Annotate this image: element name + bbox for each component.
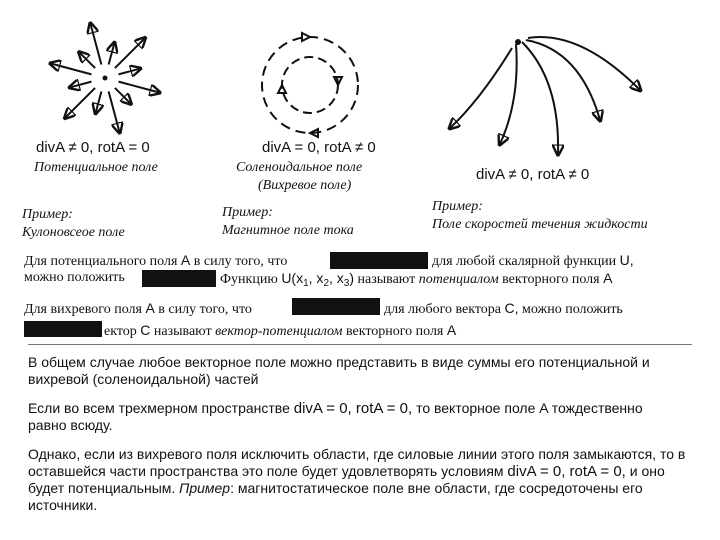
redacted-formula bbox=[292, 298, 380, 315]
potential-text-line-1b bbox=[432, 252, 634, 270]
text-fragment: можно положить bbox=[522, 302, 623, 317]
radial-arrow bbox=[119, 69, 140, 75]
zero-field-formula: divA = 0, rotA = 0, bbox=[293, 400, 413, 417]
outer-loop bbox=[262, 37, 358, 133]
potential-example-label: Пример: bbox=[22, 207, 73, 222]
text-fragment: для любой скалярной функции bbox=[432, 254, 617, 269]
radial-arrow bbox=[115, 88, 131, 104]
vector-a: A bbox=[446, 322, 457, 338]
vector-a: A bbox=[603, 270, 613, 286]
vortex-field-figure bbox=[250, 30, 370, 140]
radial-arrow bbox=[70, 82, 91, 88]
text-fragment: Если во всем трехмерном пространстве bbox=[28, 400, 290, 416]
example-label: Пример bbox=[179, 480, 231, 496]
flow-example-label: Пример: bbox=[432, 199, 483, 214]
potential-example-text: Кулоновсеое поле bbox=[22, 225, 125, 240]
text-fragment: равно всюду. bbox=[28, 417, 113, 433]
radial-arrow bbox=[80, 53, 96, 69]
solenoidal-example-label: Пример: bbox=[222, 205, 273, 220]
text-fragment: в силу того, что bbox=[193, 254, 288, 269]
exclusion-formula: divA = 0, rotA = 0, bbox=[507, 463, 626, 480]
text-fragment: и оно будет потенциальным. bbox=[28, 463, 665, 496]
vector-a: A bbox=[539, 400, 548, 416]
text-fragment: Однако, если из вихревого поля исключить области, где силовые линии этого поля замыкаются, то в оставшейся части пространства это поле будет удовлетворять условиям bbox=[28, 446, 686, 479]
paragraph-general: В общем случае любое векторное поле можно представить в виде суммы его потенциальной и вихревой (соленоидальной) частей bbox=[28, 354, 650, 387]
vector-a: A bbox=[145, 300, 155, 316]
redacted-formula bbox=[142, 270, 216, 287]
text-fragment: векторного поля bbox=[502, 272, 600, 287]
solenoidal-formula: divA = 0, rotA ≠ 0 bbox=[262, 139, 376, 156]
vortex-text-line-2 bbox=[104, 322, 456, 340]
text-fragment: векторного поля bbox=[345, 324, 444, 339]
text-fragment: , x bbox=[329, 270, 344, 286]
text-fragment: , x bbox=[308, 270, 324, 286]
charge-point bbox=[103, 76, 108, 81]
text-fragment: называют bbox=[357, 272, 416, 287]
radial-arrow bbox=[65, 88, 95, 118]
radial-arrow bbox=[91, 24, 102, 65]
vortex-text-line-1 bbox=[24, 300, 252, 318]
potential-caption: Потенциальное поле bbox=[34, 160, 158, 175]
term-vector-potential: вектор-потенциалом bbox=[215, 324, 343, 339]
solenoidal-caption-2: (Вихревое поле) bbox=[258, 178, 352, 193]
potential-text-line-1 bbox=[24, 252, 287, 270]
potential-text-line-2a: можно положить bbox=[24, 270, 125, 285]
text-fragment: Для потенциального поля bbox=[24, 254, 178, 269]
solenoidal-example-text: Магнитное поле тока bbox=[222, 223, 354, 238]
flow-formula: divA ≠ 0, rotA ≠ 0 bbox=[476, 166, 590, 183]
radial-arrow bbox=[109, 92, 120, 133]
divider bbox=[28, 344, 692, 345]
radial-arrow bbox=[96, 92, 102, 113]
text-fragment: Функцию bbox=[220, 272, 278, 287]
function-u: U, bbox=[619, 252, 634, 268]
solenoidal-caption: Соленоидальное поле bbox=[236, 160, 363, 175]
radial-arrow bbox=[115, 38, 145, 68]
function-u-args: U(x bbox=[281, 270, 304, 286]
index-3: 3 bbox=[343, 278, 350, 289]
flow-line-1 bbox=[450, 48, 512, 128]
flow-line-2 bbox=[500, 44, 517, 144]
flow-line-3 bbox=[522, 42, 558, 154]
outer-loop-arrow bbox=[302, 33, 310, 41]
text-fragment: для любого вектора bbox=[384, 302, 502, 317]
potential-text-line-2b bbox=[220, 270, 612, 289]
text-fragment: ) bbox=[349, 270, 355, 286]
index-2: 2 bbox=[323, 278, 329, 289]
redacted-formula bbox=[330, 252, 428, 269]
paragraph-exclusion bbox=[28, 446, 692, 514]
text-fragment: тождественно bbox=[551, 400, 643, 416]
source-point bbox=[515, 39, 521, 45]
index-1: 1 bbox=[303, 278, 309, 289]
inner-loop-arrow-2 bbox=[278, 85, 286, 93]
inner-loop bbox=[282, 57, 338, 113]
text-fragment: называют bbox=[153, 324, 212, 339]
vector-c: C bbox=[140, 322, 151, 338]
text-fragment: ектор bbox=[104, 324, 137, 339]
paragraph-zero-field bbox=[28, 400, 692, 434]
term-potential: потенциалом bbox=[418, 272, 499, 287]
flow-field-figure bbox=[440, 20, 650, 160]
redacted-formula bbox=[24, 321, 102, 337]
flow-example-text: Поле скоростей течения жидкости bbox=[432, 217, 648, 232]
flow-line-4 bbox=[526, 40, 600, 120]
radial-field-figure bbox=[30, 18, 180, 138]
radial-arrow bbox=[51, 64, 92, 75]
text-fragment: : магнитостатическое поле вне области, где сосредоточены его источники. bbox=[28, 480, 643, 513]
potential-formula: divA ≠ 0, rotA = 0 bbox=[36, 139, 150, 156]
vector-c: C, bbox=[504, 300, 519, 316]
radial-arrow bbox=[119, 82, 160, 93]
vortex-text-line-1b bbox=[384, 300, 623, 318]
text-fragment: в силу того, что bbox=[158, 302, 252, 317]
text-fragment: Для вихревого поля bbox=[24, 302, 142, 317]
text-fragment: то векторное поле bbox=[416, 400, 536, 416]
radial-arrow bbox=[109, 43, 115, 64]
vector-a: A bbox=[180, 252, 191, 268]
